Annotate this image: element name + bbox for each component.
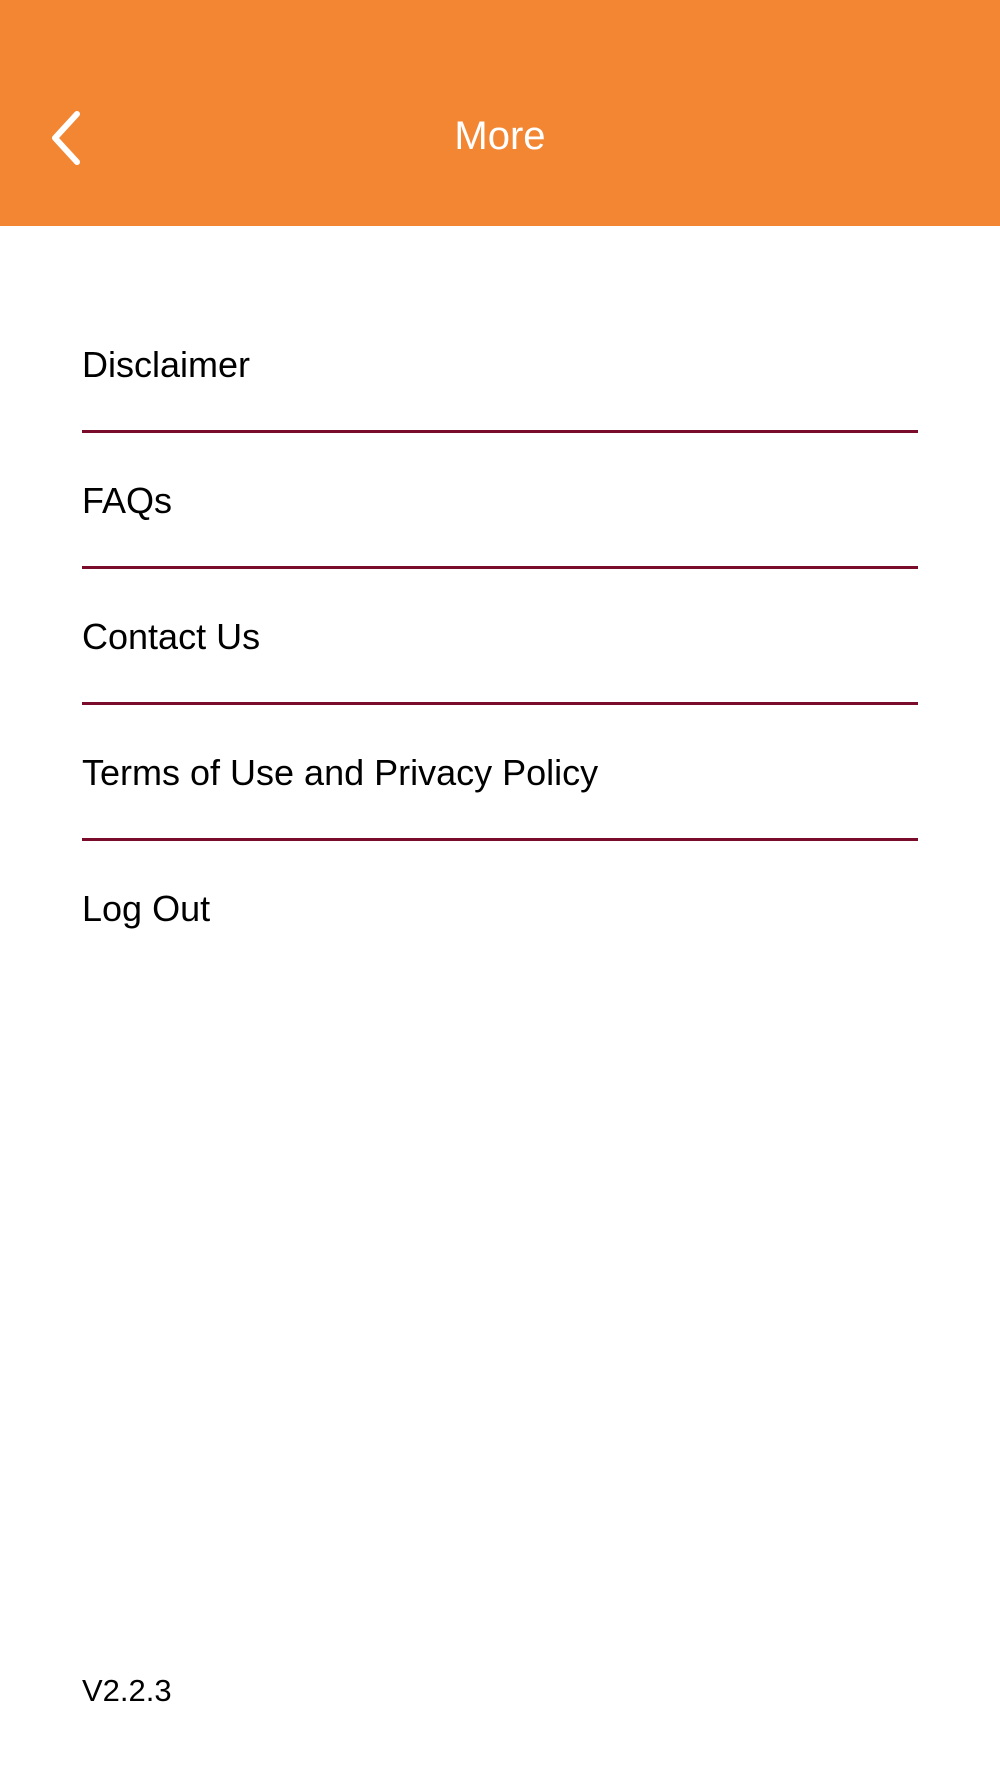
menu-item-label: Log Out — [82, 888, 211, 929]
menu-item-terms-privacy[interactable] — [82, 705, 918, 841]
menu-item-faqs[interactable] — [82, 433, 918, 569]
menu-item-log-out[interactable] — [82, 841, 918, 977]
menu-item-disclaimer[interactable] — [82, 297, 918, 433]
menu-item-contact-us[interactable] — [82, 569, 918, 705]
menu-item-label: Contact Us — [82, 616, 261, 657]
menu-item-label: FAQs — [82, 480, 173, 521]
app-header — [0, 0, 1000, 226]
menu-item-label: Disclaimer — [82, 344, 251, 385]
page-title: More — [454, 114, 546, 158]
app-version: V2.2.3 — [82, 1673, 172, 1708]
menu-item-label: Terms of Use and Privacy Policy — [82, 752, 599, 793]
more-menu-list — [82, 297, 918, 977]
